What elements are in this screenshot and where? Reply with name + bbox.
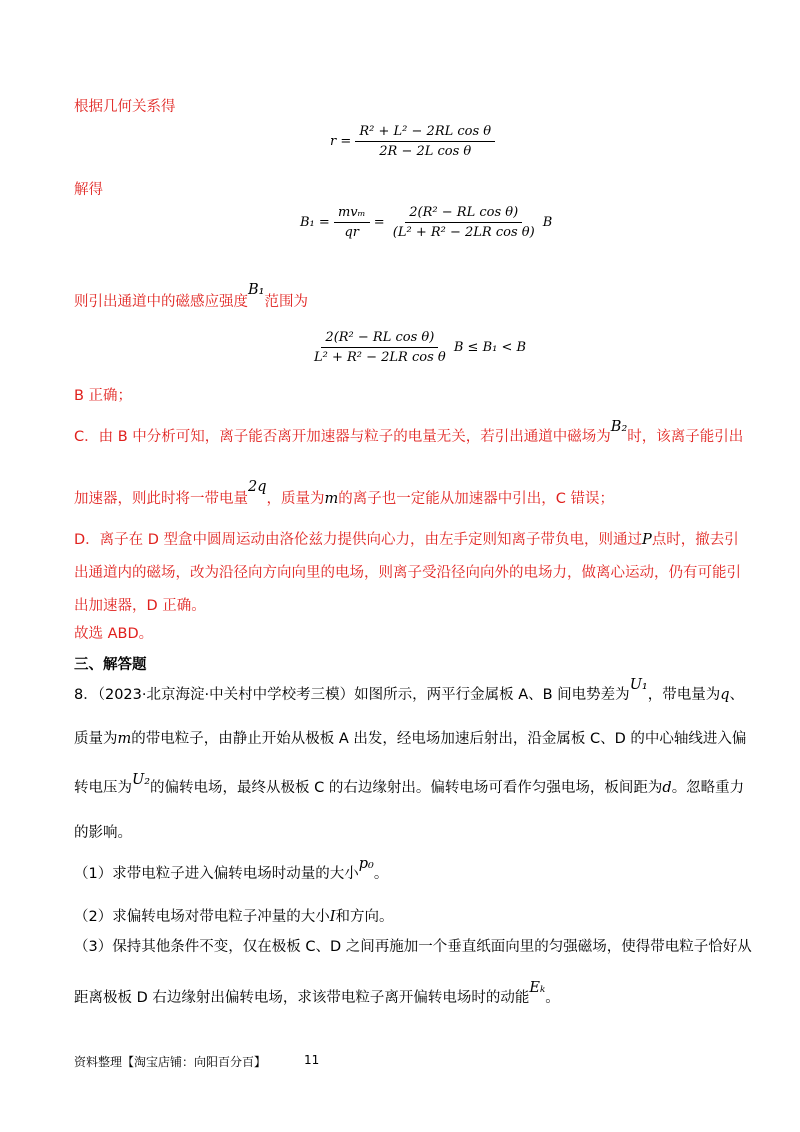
footer-source: 资料整理【淘宝店铺：向阳百分百】 [74,1055,267,1069]
text-line: 则引出通道中的磁感应强度B₁范围为 [74,282,308,310]
text-line: C．由 B 中分析可知，离子能否离开加速器与粒子的电量无关，若引出通道中磁场为B₂时，该离子能引出 [74,419,744,445]
symbol-u1: U₁ [629,677,648,693]
symbol-2q: 2q [248,479,267,495]
symbol-u2: U₂ [132,772,151,788]
question-line: 转电压为U₂的偏转电场，最终从极板 C 的右边缘射出。偏转电场可看作匀强电场，板间距为d。忽略重力 [74,772,745,796]
symbol-b2: B₂ [610,419,628,435]
text-line: 根据几何关系得 [74,99,176,115]
equation-r: r = $\frac{\text{R² + L² − 2RL cos θ}}{\text{2R − 2L cos θ}}$ [330,124,495,159]
symbol-p0: p₀ [358,856,374,872]
text-line: 故选 ABD。 [74,626,154,642]
text-line: 出加速器，D 正确。 [74,598,206,614]
text-line: D．离子在 D 型盒中圆周运动由洛伦兹力提供向心力，由左手定则知离子带负电，则通过P点时，撤去引 [74,532,739,548]
equation-b1: B₁ = $\frac{\text{mvₘ}}{qr}$ = $\frac{\text{2(R² − RL cos θ)}}{\text{(L² + R² − 2LR cos θ)}}$ B [300,205,553,240]
subquestion-3: （3）保持其他条件不变，仅在极板 C、D 之间再施加一个垂直纸面向里的匀强磁场，使得带电粒子恰好从 [74,939,752,955]
question-line: 8．（2023·北京海淀·中关村中学校考三模）如图所示，两平行金属板 A、B 间电势差为U₁，带电量为q、 [74,677,745,703]
text-line: 解得 [74,182,103,198]
equation-range: $\frac{\text{2(R² − RL cos θ)}}{\text{L² + R² − 2LR cos θ}}$ B ≤ B₁ < B [314,330,527,365]
question-line: 质量为m的带电粒子，由静止开始从极板 A 出发，经电场加速后射出，沿金属板 C、D 的中心轴线进入偏 [74,731,747,747]
subquestion-3-cont: 距离极板 D 右边缘射出偏转电场，求该带电粒子离开偏转电场时的动能Eₖ。 [74,980,560,1006]
text-line: B 正确； [74,388,133,404]
subquestion-1: （1）求带电粒子进入偏转电场时动量的大小p₀。 [74,856,389,882]
section-heading: 三、解答题 [74,657,147,673]
symbol-b1: B₁ [248,282,265,298]
page-number: 11 [304,1053,320,1067]
text-line: 加速器，则此时将一带电量2q，质量为m的离子也一定能从加速器中引出，C 错误； [74,479,614,507]
question-line: 的影响。 [74,825,132,841]
subquestion-2: （2）求偏转电场对带电粒子冲量的大小I和方向。 [74,909,394,925]
text-line: 出通道内的磁场，改为沿径向方向向里的电场，则离子受沿径向向外的电场力，做离心运动，仍有可能引 [74,565,741,581]
symbol-ek: Eₖ [529,980,546,996]
